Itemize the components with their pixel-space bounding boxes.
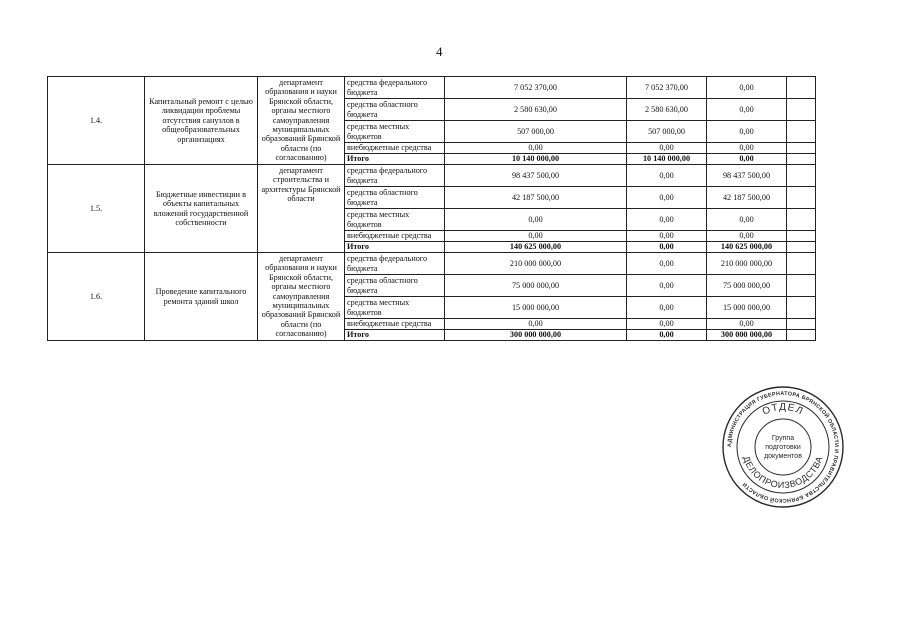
- amount-total: 210 000 000,00: [445, 253, 627, 275]
- table-row: [48, 77, 816, 99]
- amount-2019: 0,00: [627, 297, 707, 319]
- amount-2020: 0,00: [707, 154, 787, 165]
- amount-2019: 0,00: [627, 187, 707, 209]
- amount-2019: 507 000,00: [627, 121, 707, 143]
- measure-name: Капитальный ремонт с целью ликвидации проблемы отсутствия санузлов в общеобразовательных организациях: [145, 77, 258, 165]
- funding-source: средства областного бюджета: [345, 99, 445, 121]
- executor: департамент строительства и архитектуры Брянской области: [258, 165, 345, 253]
- empty-cell: [787, 121, 816, 143]
- amount-2019: 0,00: [627, 143, 707, 154]
- amount-total: 75 000 000,00: [445, 275, 627, 297]
- funding-source: средства областного бюджета: [345, 275, 445, 297]
- amount-2020: 98 437 500,00: [707, 165, 787, 187]
- funding-source: средства местных бюджетов: [345, 121, 445, 143]
- amount-2019: 0,00: [627, 231, 707, 242]
- funding-source: внебюджетные средства: [345, 319, 445, 330]
- page-number: 4: [436, 44, 443, 59]
- amount-2020: 140 625 000,00: [707, 242, 787, 253]
- item-number: 1.4.: [48, 77, 145, 165]
- amount-2020: 0,00: [707, 143, 787, 154]
- amount-total: 2 580 630,00: [445, 99, 627, 121]
- amount-2020: 210 000 000,00: [707, 253, 787, 275]
- amount-2020: 0,00: [707, 121, 787, 143]
- amount-2019: 7 052 370,00: [627, 77, 707, 99]
- empty-cell: [787, 297, 816, 319]
- amount-total: 140 625 000,00: [445, 242, 627, 253]
- item-number: 1.6.: [48, 253, 145, 341]
- empty-cell: [787, 330, 816, 341]
- funding-source: средства местных бюджетов: [345, 297, 445, 319]
- amount-2019: 0,00: [627, 165, 707, 187]
- funding-table: [47, 76, 816, 341]
- measure-name: Бюджетные инвестиции в объекты капитальных вложений государственной собственности: [145, 165, 258, 253]
- stamp-ring-top: ОТДЕЛ: [760, 401, 806, 418]
- amount-2020: 0,00: [707, 99, 787, 121]
- stamp-center-line2: подготовки: [765, 444, 801, 451]
- empty-cell: [787, 99, 816, 121]
- amount-total: 0,00: [445, 231, 627, 242]
- funding-source: Итого: [345, 154, 445, 165]
- amount-total: 15 000 000,00: [445, 297, 627, 319]
- funding-source: Итого: [345, 330, 445, 341]
- executor: департамент образования и науки Брянской области, органы местного самоуправления муниципальных образований Брянской области (по согласованию): [258, 253, 345, 341]
- funding-source: средства местных бюджетов: [345, 209, 445, 231]
- office-stamp: [720, 384, 846, 510]
- table-row: [48, 253, 816, 275]
- amount-total: 7 052 370,00: [445, 77, 627, 99]
- amount-2019: 0,00: [627, 319, 707, 330]
- amount-2019: 0,00: [627, 242, 707, 253]
- empty-cell: [787, 187, 816, 209]
- funding-source: средства федерального бюджета: [345, 165, 445, 187]
- amount-2019: 0,00: [627, 275, 707, 297]
- amount-total: 507 000,00: [445, 121, 627, 143]
- amount-total: 300 000 000,00: [445, 330, 627, 341]
- amount-2020: 0,00: [707, 231, 787, 242]
- stamp-center-line1: Группа: [771, 435, 795, 442]
- amount-total: 10 140 000,00: [445, 154, 627, 165]
- amount-total: 0,00: [445, 209, 627, 231]
- amount-2020: 75 000 000,00: [707, 275, 787, 297]
- measure-name: Проведение капитального ремонта зданий школ: [145, 253, 258, 341]
- amount-2020: 0,00: [707, 77, 787, 99]
- funding-source: внебюджетные средства: [345, 143, 445, 154]
- amount-total: 0,00: [445, 143, 627, 154]
- amount-2019: 0,00: [627, 253, 707, 275]
- amount-total: 42 187 500,00: [445, 187, 627, 209]
- empty-cell: [787, 209, 816, 231]
- funding-source: Итого: [345, 242, 445, 253]
- empty-cell: [787, 275, 816, 297]
- stamp-seal-icon: [720, 384, 846, 510]
- empty-cell: [787, 231, 816, 242]
- empty-cell: [787, 319, 816, 330]
- stamp-ring-bottom: ДЕЛОПРОИЗВОДСТВА: [741, 454, 825, 491]
- empty-cell: [787, 253, 816, 275]
- stamp-outer-text: АДМИНИСТРАЦИЯ ГУБЕРНАТОРА БРЯНСКОЙ ОБЛАСТИ И ПРАВИТЕЛЬСТВА БРЯНСКОЙ ОБЛАСТИ: [726, 390, 840, 504]
- funding-source: средства федерального бюджета: [345, 253, 445, 275]
- funding-source: средства областного бюджета: [345, 187, 445, 209]
- amount-2020: 300 000 000,00: [707, 330, 787, 341]
- amount-2020: 15 000 000,00: [707, 297, 787, 319]
- amount-2020: 0,00: [707, 319, 787, 330]
- empty-cell: [787, 242, 816, 253]
- empty-cell: [787, 165, 816, 187]
- funding-source: внебюджетные средства: [345, 231, 445, 242]
- stamp-center-line3: документов: [764, 453, 802, 460]
- executor: департамент образования и науки Брянской области, органы местного самоуправления муниципальных образований Брянской области (по согласованию): [258, 77, 345, 165]
- item-number: 1.5.: [48, 165, 145, 253]
- amount-total: 0,00: [445, 319, 627, 330]
- amount-2019: 0,00: [627, 330, 707, 341]
- svg-text:ОТДЕЛ: [761, 402, 805, 418]
- empty-cell: [787, 77, 816, 99]
- amount-2019: 0,00: [627, 209, 707, 231]
- amount-total: 98 437 500,00: [445, 165, 627, 187]
- table-row: [48, 165, 816, 187]
- amount-2019: 10 140 000,00: [627, 154, 707, 165]
- empty-cell: [787, 143, 816, 154]
- table-body: [48, 77, 816, 341]
- amount-2020: 42 187 500,00: [707, 187, 787, 209]
- empty-cell: [787, 154, 816, 165]
- funding-source: средства федерального бюджета: [345, 77, 445, 99]
- amount-2019: 2 580 630,00: [627, 99, 707, 121]
- amount-2020: 0,00: [707, 209, 787, 231]
